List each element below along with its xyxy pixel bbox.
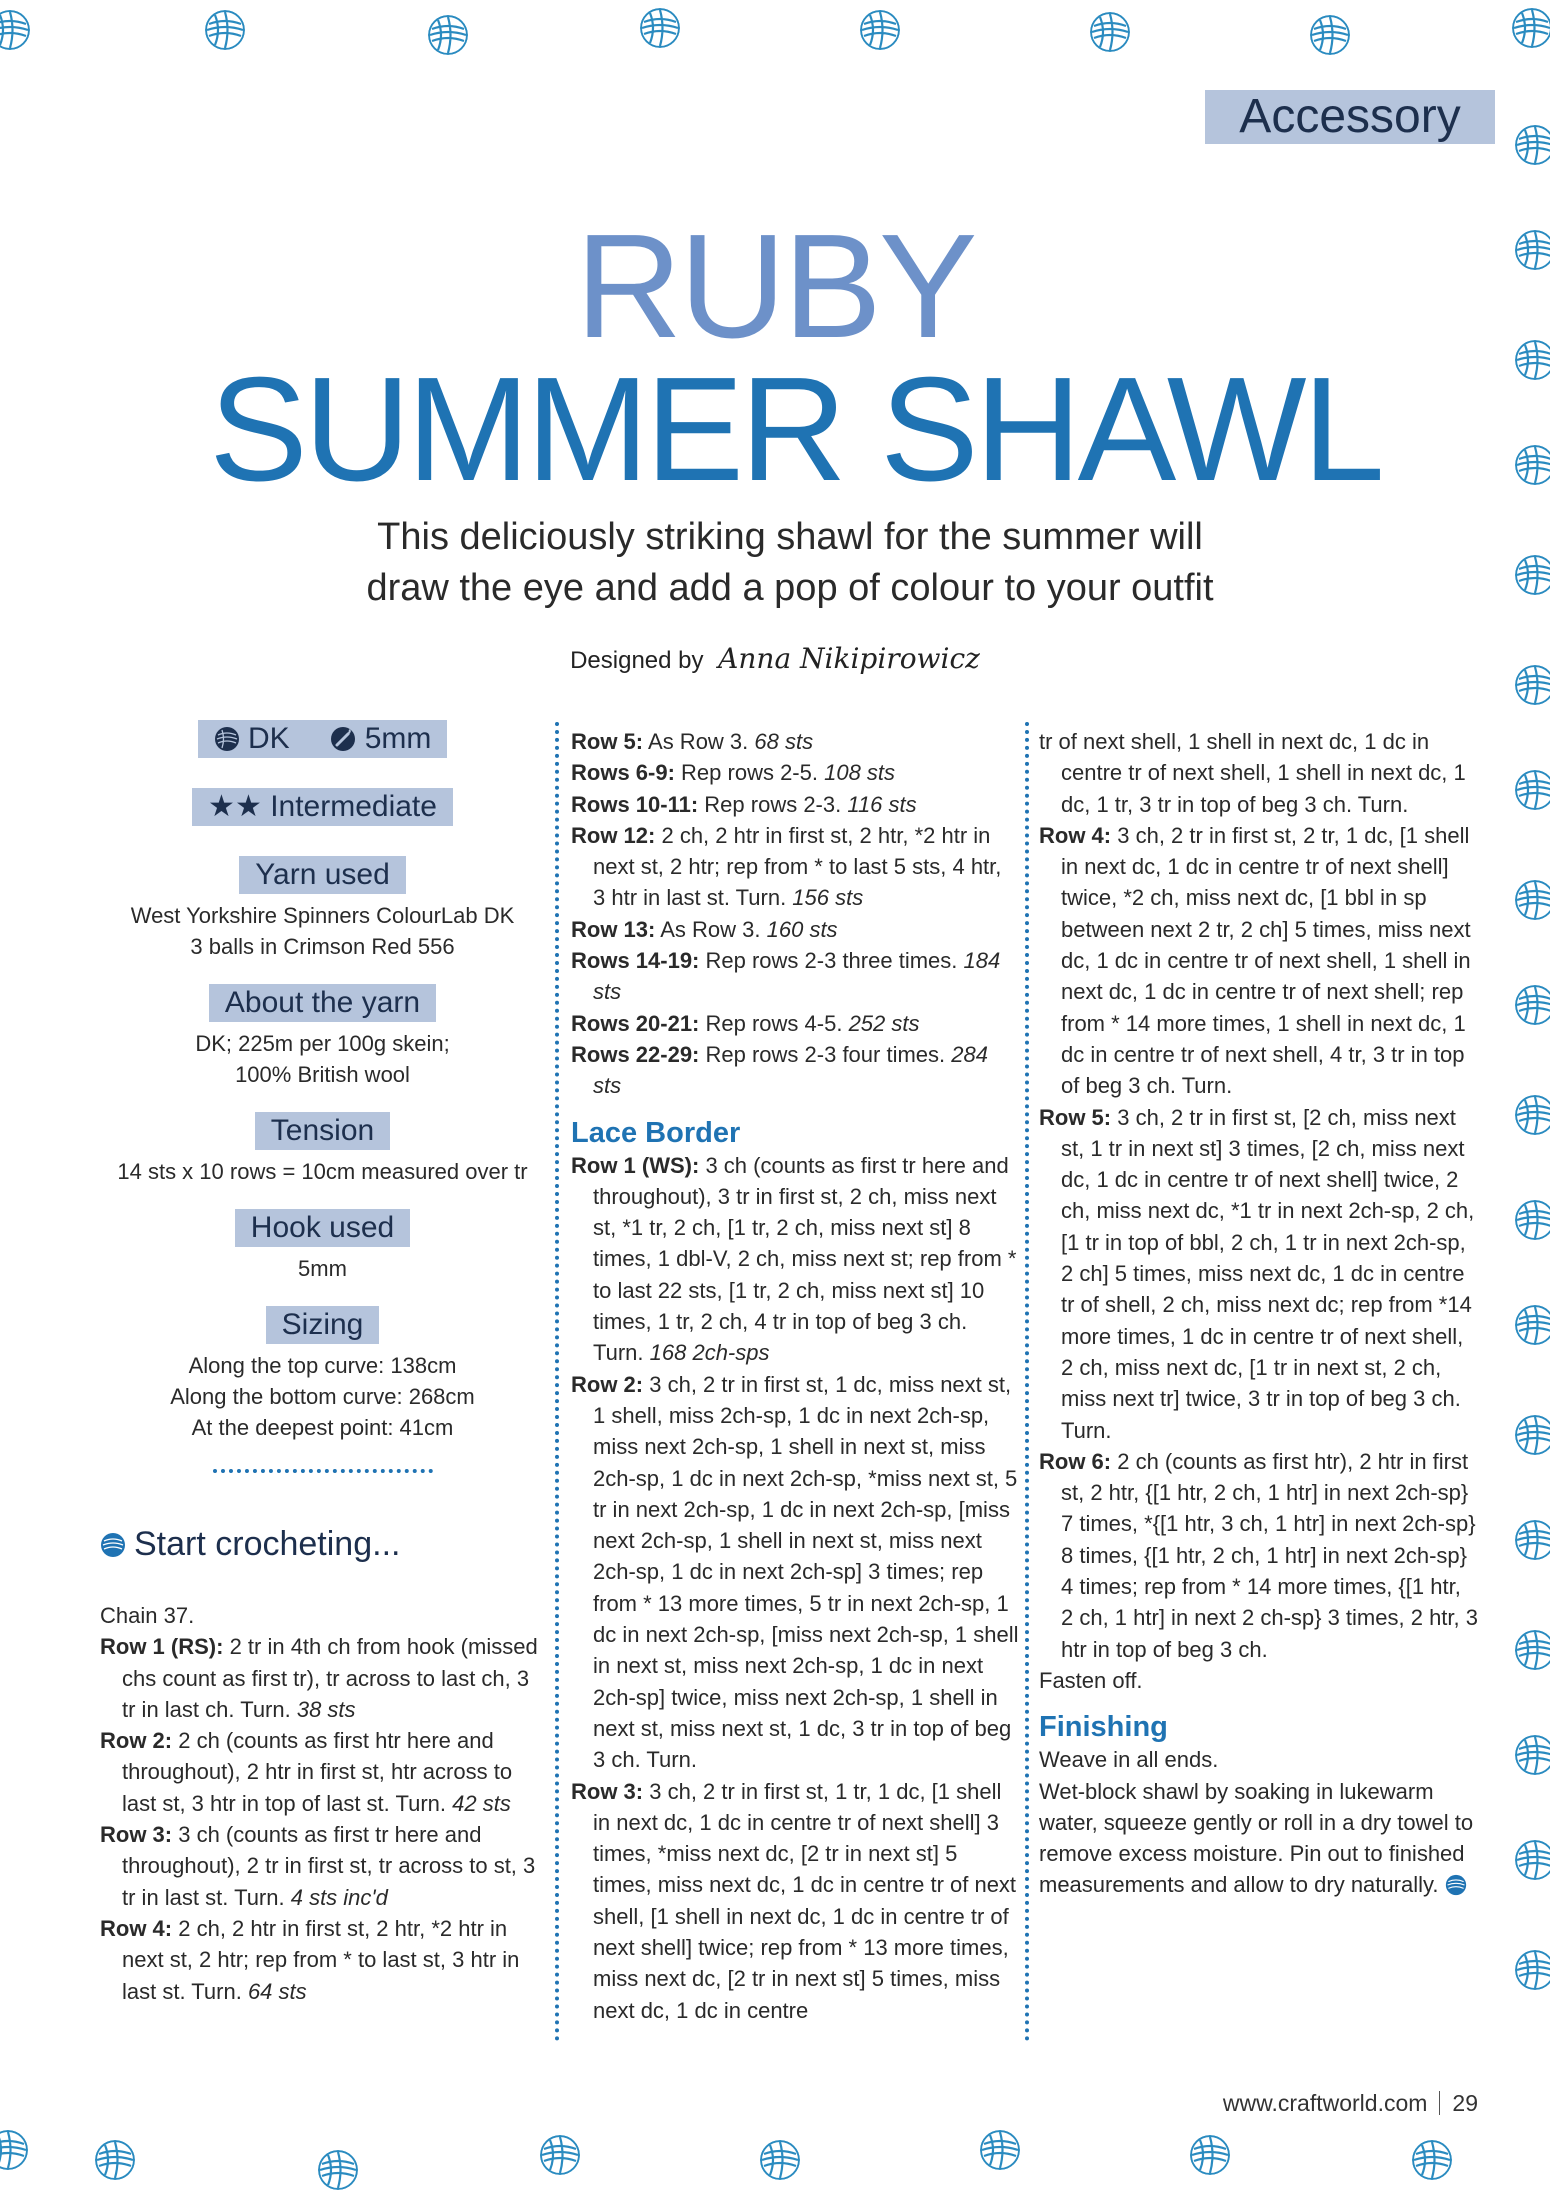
difficulty-label: Intermediate [270,790,437,823]
row-label: Row 3: [571,1778,644,1804]
yarn-ball-icon [1515,1415,1550,1455]
about-yarn-line-2: 100% British wool [235,1062,410,1087]
pattern-row [571,1008,1019,1039]
yarn-ball-icon [1515,125,1550,165]
finishing-text-1: Weave in all ends. [1039,1747,1219,1773]
row-label: Row 4: [100,1915,173,1941]
category-tag: Accessory [1205,90,1495,144]
row-text: Rep rows 2-3 three times. [699,948,958,974]
yarn-ball-icon [1515,1735,1550,1775]
yarn-ball-icon [0,10,30,50]
crochet-hook-icon [330,726,356,752]
row-label: Row 12: [571,822,656,848]
page-title-line-1: RUBY [575,204,975,369]
yarn-ball-icon [1515,1520,1550,1560]
sizing-line-2: Along the bottom curve: 268cm [170,1384,475,1409]
yarn-ball-icon [540,2135,580,2175]
yarn-ball-icon [1515,770,1550,810]
row-text: Chain 37. [100,1603,195,1628]
yarn-ball-icon [100,1532,126,1558]
page-title-line-2: SUMMER SHAWL [209,347,1381,512]
yarn-ball-icon [1310,15,1350,55]
row-label: Rows 14-19: [571,948,700,974]
finishing-heading: Finishing [1039,1711,1168,1744]
hook-used-line-1: 5mm [298,1256,347,1281]
row-stitch-count: 42 sts [446,1790,511,1816]
row-stitch-count: 184 sts [593,948,1001,1005]
sizing-line-3: At the deepest point: 41cm [191,1415,454,1440]
yarn-ball-icon [1515,1200,1550,1240]
sizing-heading: Sizing [266,1306,380,1344]
hook-used-heading: Hook used [235,1209,410,1247]
footer-url: www.craftworld.com [1222,2090,1428,2116]
finishing-text-2-body: Wet-block shawl by soaking in lukewarm water, squeeze gently or roll in a dry towel to remove excess moisture. Pin out to finished measurements and allow to dry naturally. [1039,1778,1474,1898]
spec-column [100,720,545,2007]
yarn-ball-icon [1515,880,1550,920]
row-text: 2 tr in 4th ch from hook (missed chs count as first tr), tr across to last ch, 3 tr in last ch. Turn. [122,1634,538,1722]
byline-prefix: Designed by [570,647,704,674]
yarn-ball-icon [95,2140,135,2180]
yarn-ball-icon [0,2130,28,2170]
row-label: Row 5: [1039,1104,1112,1130]
pattern-row [571,726,1019,757]
yarn-used-heading: Yarn used [239,856,406,894]
pattern-row [571,757,1019,788]
pattern-row [1039,726,1479,820]
row-text: As Row 3. [643,729,749,754]
lace-border-heading: Lace Border [571,1116,741,1149]
row-label: Row 13: [571,916,656,942]
yarn-ball-icon [1412,2140,1452,2180]
row-label: Row 3: [100,1822,173,1848]
yarn-ball-icon [1515,985,1550,1025]
row-label: Row 1 (WS): [571,1152,700,1178]
row-text: Rep rows 2-5. [674,760,818,786]
pattern-rows-col2 [571,726,1019,1102]
pattern-column-2 [571,726,1019,2026]
row-text: 2 ch (counts as first htr here and throughout), 2 htr in first st, htr across to last st, 3 htr in top of last st. Turn. [122,1728,513,1816]
column-divider [555,722,559,2042]
tension-line-1: 14 sts x 10 rows = 10cm measured over tr [117,1159,528,1184]
pattern-row [100,1631,545,1725]
row-text: 3 ch (counts as first tr here and throughout), 3 tr in first st, 2 ch, miss next st, *1 tr, 2 ch, [1 tr, 2 ch, miss next st] 8 times, 1 dbl-V, 2 ch, miss next st; rep from * to last 22 sts, [1 tr, 2 ch, miss next st] 10 times, 1 tr, 2 ch, 4 tr in top of beg 3 ch. Turn. [593,1152,1017,1366]
pattern-row [571,1150,1019,1369]
row-text: Fasten off. [1039,1667,1143,1693]
standfirst-line-1: This deliciously striking shawl for the summer will [377,516,1203,558]
pattern-row [571,820,1019,914]
row-text: 3 ch, 2 tr in first st, 2 tr, 1 dc, [1 shell in next dc, 1 dc in centre tr of next shell] twice, *2 ch, miss next dc, [1 bbl in sp between next 2 tr, 2 ch] 5 times, miss next dc, 1 dc in centre tr of next shell, 1 shell in next dc, 1 dc in centre tr of next shell; rep from * 14 more times, 1 shell in next dc, 1 dc in centre tr of next shell, 4 tr, 3 tr in top of beg 3 ch. Turn. [1061,822,1471,1099]
row-label: Rows 22-29: [571,1041,700,1067]
page-number: 29 [1452,2090,1478,2116]
row-text: 2 ch, 2 htr in first st, 2 htr, *2 htr in next st, 2 htr; rep from * to last st, 3 htr in last st. Turn. [122,1915,520,2004]
row-label: Row 1 (RS): [100,1634,224,1660]
standfirst [140,512,1440,614]
row-stitch-count: 160 sts [760,916,838,942]
pattern-row [100,1819,545,1913]
dotted-divider [213,1469,433,1473]
pattern-row [571,1369,1019,1776]
row-text: 2 ch, 2 htr in first st, 2 htr, *2 htr in next st, 2 htr; rep from * to last 5 sts, 4 htr, 3 htr in last st. Turn. [593,822,1002,911]
pattern-row [571,789,1019,820]
row-label: Row 2: [571,1371,644,1397]
yarn-ball-icon [205,10,245,50]
row-text: 3 ch, 2 tr in first st, 1 dc, miss next st, 1 shell, miss 2ch-sp, 1 dc in next 2ch-sp, miss next 2ch-sp, 1 shell in next st, miss 2ch-sp, 1 dc in next 2ch-sp, *miss next st, 5 tr in next 2ch-sp, 1 dc in next 2ch-sp, [miss next 2ch-sp, 1 shell in next st, miss next 2ch-sp, 1 dc in next 2ch-sp] 3 times; rep from * 13 more times, 5 tr in next 2ch-sp, 1 dc in next 2ch-sp, [miss next 2ch-sp, 1 shell in next st, miss next 2ch-sp, 1 dc in next 2ch-sp] twice, miss next 2ch-sp, 1 shell in next st, miss next st, 1 dc, 3 tr in top of beg 3 ch. Turn. [593,1371,1019,1773]
pattern-row [1039,1446,1479,1665]
row-label: Row 2: [100,1728,173,1754]
yarn-weight: DK [247,722,290,755]
weight-hook-badge [198,720,448,758]
row-text: As Row 3. [655,916,761,942]
pattern-rows-col1 [100,1600,545,2007]
row-stitch-count: 156 sts [786,885,864,911]
finishing-text-2 [1039,1776,1479,1901]
pattern-row [1039,1665,1479,1696]
yarn-ball-icon [318,2150,358,2190]
row-text: Rep rows 4-5. [699,1010,843,1036]
yarn-used-line-1: West Yorkshire Spinners ColourLab DK [130,903,515,928]
designer-name: Anna Nikipirowicz [718,642,980,675]
row-stitch-count: 38 sts [290,1696,356,1722]
yarn-ball-icon [1515,1630,1550,1670]
footer-separator [1439,2091,1440,2115]
row-stitch-count: 68 sts [748,729,814,754]
pattern-column-3 [1039,726,1479,1901]
page-footer [1223,2090,1478,2117]
pattern-row [571,945,1019,1008]
yarn-ball-icon [1515,1305,1550,1345]
row-stitch-count: 116 sts [841,791,917,817]
start-crocheting-heading [100,1525,545,1564]
pattern-row [100,1725,545,1819]
row-label: Rows 20-21: [571,1010,700,1036]
lace-rows [571,1150,1019,2026]
yarn-ball-icon [214,726,240,752]
yarn-ball-icon [1190,2135,1230,2175]
byline [0,642,1550,675]
yarn-ball-icon [980,2130,1020,2170]
pattern-row [571,1776,1019,2026]
yarn-ball-icon [1090,12,1130,52]
yarn-ball-icon [640,8,680,48]
row-text: 3 ch, 2 tr in first st, [2 ch, miss next st, 1 tr in next st] 3 times, [2 ch, miss next dc, 1 dc in centre tr of next shell] twice, 2 ch, miss next dc, *1 tr in next 2ch-sp, 2 ch, [1 tr in top of bbl, 2 ch, 1 tr in next 2ch-sp, 2 ch] 5 times, miss next dc, 1 dc in centre tr of shell, 2 ch, miss next dc; rep from *14 more times, 1 dc in centre tr of next shell, 2 ch, miss next dc, [1 tr in next st, 2 ch, miss next tr] twice, 3 tr in top of beg 3 ch. Turn. [1061,1104,1475,1443]
pattern-row [1039,1102,1479,1446]
row-text: tr of next shell, 1 shell in next dc, 1 dc in centre tr of next shell, 1 shell in next dc, 1 dc, 1 tr, 3 tr in top of beg 3 ch. Turn. [1039,729,1466,817]
tension-heading: Tension [255,1112,390,1150]
row-text: 3 ch (counts as first tr here and throughout), 2 tr in first st, tr across to st, 3 tr in last st. Turn. [122,1822,536,1910]
row-stitch-count: 252 sts [842,1010,920,1036]
row-label: Row 5: [571,729,644,754]
row-stitch-count: 168 2ch-sps [643,1340,770,1366]
difficulty-badge [192,788,453,826]
row-text: 3 ch, 2 tr in first st, 1 tr, 1 dc, [1 shell in next dc, 1 dc in centre tr of next shell] 3 times, *miss next dc, [2 tr in next st] 5 times, miss next dc, 1 dc in centre tr of next shell, [1 shell in next dc, 1 dc in centre tr of next shell] twice; rep from * 13 more times, miss next dc, [2 tr in next st] 5 times, miss next dc, 1 dc in centre [593,1778,1017,2023]
yarn-ball-icon [1515,1095,1550,1135]
yarn-ball-icon [1512,8,1550,48]
pattern-row [571,1039,1019,1102]
sizing-line-1: Along the top curve: 138cm [188,1353,457,1378]
pattern-row [100,1913,545,2007]
yarn-ball-icon [428,15,468,55]
row-text: 2 ch (counts as first htr), 2 htr in first st, 2 htr, {[1 htr, 2 ch, 1 htr] in next 2ch-sp} 7 times, *{[1 htr, 3 ch, 1 htr] in next 2ch-sp} 8 times, {[1 htr, 2 ch, 1 htr] in next 2ch-sp} 4 times; rep from * 14 more times, {[1 htr, 2 ch, 1 htr] in next 2 ch-sp} 3 times, 2 htr, 3 htr in top of beg 3 ch. [1061,1448,1478,1662]
pattern-row [100,1600,545,1631]
row-label: Rows 10-11: [571,791,699,817]
pattern-row [571,914,1019,945]
column-divider [1025,722,1029,2042]
about-yarn-line-1: DK; 225m per 100g skein; [195,1031,450,1056]
row-label: Rows 6-9: [571,760,675,786]
about-yarn-heading: About the yarn [209,984,436,1022]
row-stitch-count: 108 sts [817,760,896,786]
row-label: Row 6: [1039,1448,1112,1474]
yarn-ball-icon [860,10,900,50]
row-text: Rep rows 2-3 four times. [699,1041,946,1067]
pattern-rows-col3 [1039,726,1479,1696]
row-text: Rep rows 2-3. [698,791,842,817]
yarn-ball-icon [1515,1840,1550,1880]
yarn-ball-icon [1445,1874,1467,1896]
standfirst-line-2: draw the eye and add a pop of colour to your outfit [366,567,1214,609]
row-stitch-count: 64 sts [241,1978,307,2004]
start-heading-text: Start crocheting... [134,1525,401,1563]
yarn-used-line-2: 3 balls in Crimson Red 556 [190,934,455,959]
difficulty-stars: ★★ [208,790,262,823]
yarn-ball-icon [760,2140,800,2180]
row-label: Row 4: [1039,822,1112,848]
row-stitch-count: 284 sts [593,1041,988,1099]
row-stitch-count: 4 sts inc'd [284,1884,388,1910]
yarn-ball-icon [1515,555,1550,595]
yarn-ball-icon [1515,1950,1550,1990]
hook-size: 5mm [364,722,432,755]
pattern-row [1039,820,1479,1102]
